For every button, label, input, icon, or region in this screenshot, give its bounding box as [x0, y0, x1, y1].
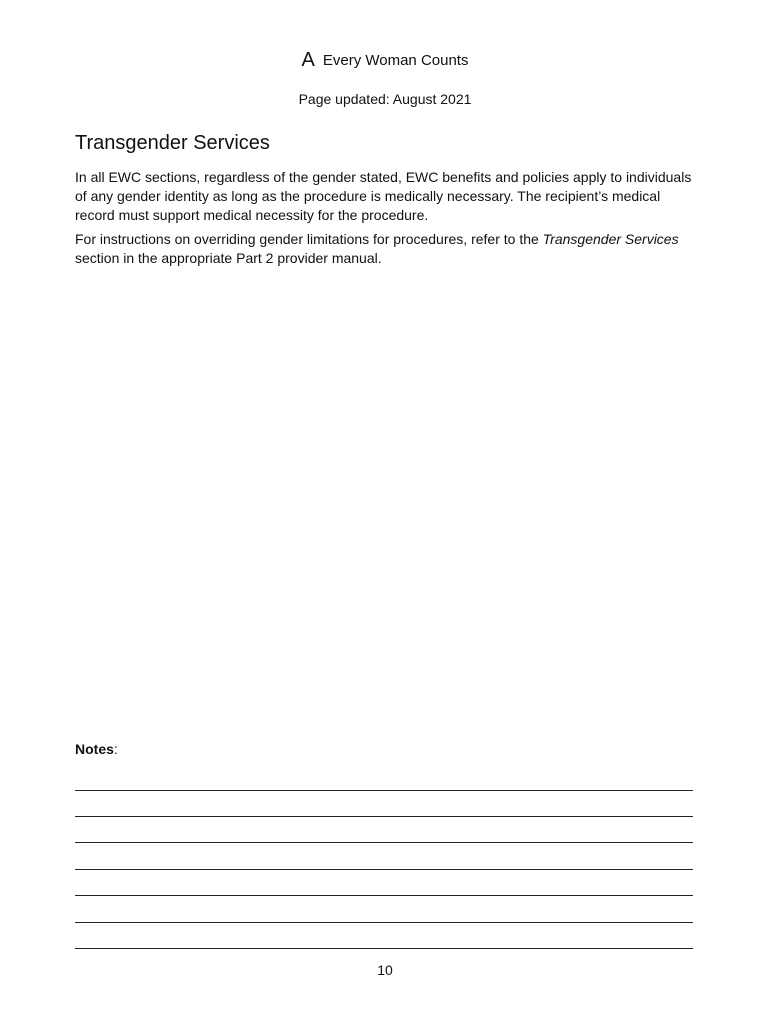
notes-line-6: [75, 922, 693, 923]
notes-line-1: [75, 790, 693, 791]
notes-label-colon: :: [113, 741, 118, 757]
notes-line-7: [75, 948, 693, 949]
paragraph-2-text-after: section in the appropriate Part 2 provider manual.: [75, 250, 382, 266]
section-title: Transgender Services: [75, 132, 270, 154]
transgender-services-reference: Transgender Services: [542, 231, 679, 247]
notes-label: [75, 739, 118, 759]
paragraph-2-text-before: For instructions on overriding gender limitations for procedures, refer to the: [75, 231, 543, 247]
notes-line-2: [75, 816, 693, 817]
body-paragraph-2: [75, 230, 695, 268]
page-updated-date: Page updated: August 2021: [298, 91, 472, 107]
notes-line-4: [75, 869, 693, 870]
section-letter: A: [301, 49, 315, 71]
running-header: [0, 49, 770, 72]
notes-line-3: [75, 842, 693, 843]
program-name: Every Woman Counts: [322, 52, 469, 69]
notes-line-5: [75, 895, 693, 896]
page-number: 10: [377, 962, 393, 978]
notes-label-text: Notes: [75, 741, 114, 757]
body-paragraph-1: In all EWC sections, regardless of the gender stated, EWC benefits and policies apply to individuals of any gender identity as long as the procedure is medically necessary. The recipient’s medical record must support medical necessity for the procedure.: [75, 169, 692, 223]
